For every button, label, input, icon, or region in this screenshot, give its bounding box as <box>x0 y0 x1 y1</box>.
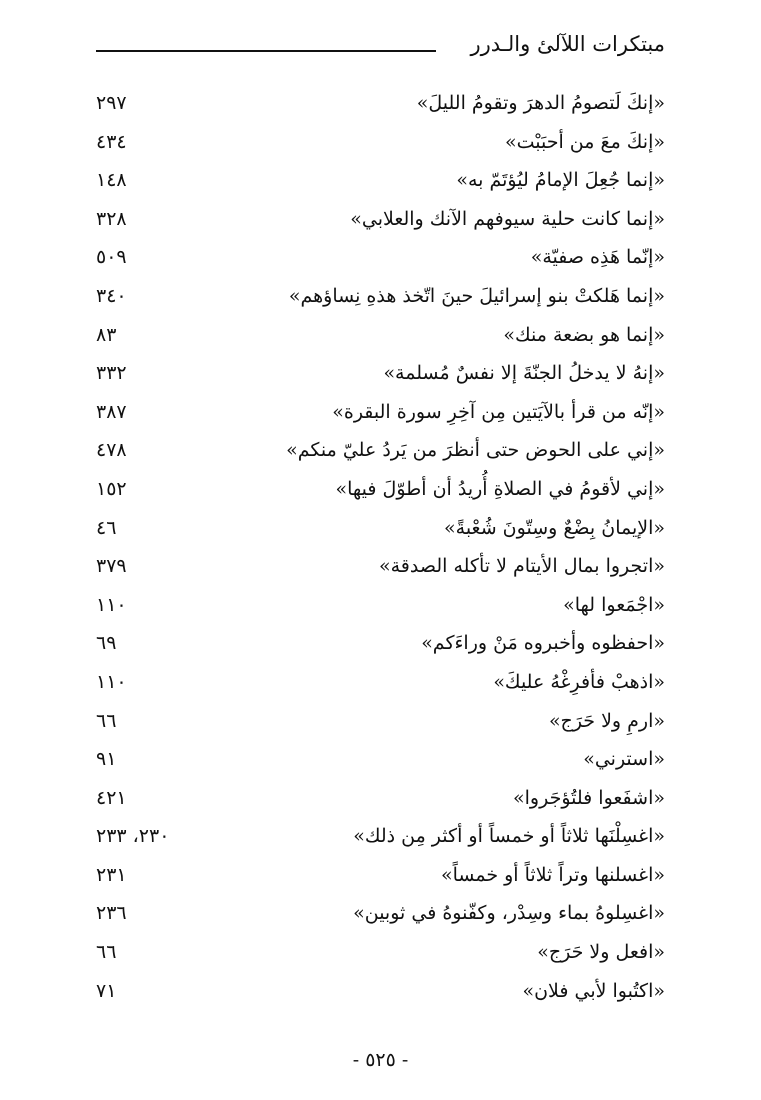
page-reference: ٣٤٠ <box>96 284 127 307</box>
page-reference: ٤٣٤ <box>96 130 127 153</box>
hadith-text: «افعل ولا حَرَج» <box>537 941 665 964</box>
index-entry <box>96 742 665 781</box>
index-entry <box>96 781 665 820</box>
hadith-text: «اشفَعوا فلتُؤجَروا» <box>513 786 665 809</box>
hadith-text: «إني على الحوض حتى أنظرَ من يَردُ عليّ منكم» <box>286 439 665 462</box>
index-entry <box>96 511 665 550</box>
page-reference: ٨٣ <box>96 323 117 346</box>
index-entry <box>96 665 665 704</box>
index-entry <box>96 858 665 897</box>
hadith-text: «احفظوه وأخبروه مَنْ وراءَكم» <box>421 632 665 655</box>
index-entry <box>96 279 665 318</box>
hadith-text: «اغسِلوهُ بماء وسِدْر، وكفّنوهُ في ثوبين» <box>353 902 665 925</box>
page-reference: ١٤٨ <box>96 169 127 192</box>
header-rule <box>96 50 436 52</box>
page-reference: ٣٢٨ <box>96 207 127 230</box>
page-reference: ٦٦ <box>96 709 117 732</box>
hadith-text: «اكتُبوا لأبي فلان» <box>522 979 665 1002</box>
page-reference: ٣٨٧ <box>96 400 127 423</box>
hadith-text: «استرني» <box>583 748 665 771</box>
hadith-text: «اتجروا بمال الأيتام لا تأكله الصدقة» <box>379 555 665 578</box>
hadith-index-list <box>96 86 665 1012</box>
index-entry <box>96 935 665 974</box>
hadith-text: «الإيمانُ بِضْعٌ وسِتّونَ شُعْبةً» <box>444 516 665 539</box>
hadith-text: «ارمِ ولا حَرَج» <box>548 709 665 732</box>
page-reference: ٣٧٩ <box>96 555 127 578</box>
hadith-text: «إنكَ لَتصومُ الدهرَ وتقومُ الليلَ» <box>416 92 665 114</box>
hadith-text: «اغسِلْنَها ثلاثاً أو خمساً أو أكثر مِن ذلك» <box>353 825 665 848</box>
page-number: - ٥٢٥ - <box>352 1049 409 1071</box>
hadith-text: «إنما هَلكتْ بنو إسرائيلَ حينَ اتّخذ هذهِ نِساؤهم» <box>288 284 665 307</box>
hadith-text: «إنما جُعِلَ الإمامُ ليُؤتَمّ به» <box>456 169 665 192</box>
page-reference: ٤٧٨ <box>96 439 127 462</box>
index-entry <box>96 202 665 241</box>
hadith-text: «إنهُ لا يدخلُ الجنّةَ إلا نفسٌ مُسلمة» <box>383 362 665 385</box>
index-entry <box>96 318 665 357</box>
page-reference: ٥٠٩ <box>96 246 127 269</box>
index-entry <box>96 896 665 935</box>
hadith-text: «إنما هو بضعة منك» <box>503 323 665 346</box>
hadith-text: «اغسلنها وتراً ثلاثاً أو خمساً» <box>441 863 665 886</box>
page-reference: ١٥٢ <box>96 477 127 500</box>
page-reference: ٢٣٦ <box>96 902 127 925</box>
index-entry <box>96 125 665 164</box>
page-reference: ٢٣١ <box>96 863 127 886</box>
index-entry <box>96 588 665 627</box>
index-entry <box>96 86 665 125</box>
page-reference: ١١٠ <box>96 593 127 616</box>
index-entry <box>96 433 665 472</box>
hadith-text: «إنما كانت حلية سيوفهم الآنك والعلابي» <box>350 207 665 230</box>
page-reference: ٣٣٢ <box>96 362 127 385</box>
hadith-text: «إنكَ معَ من أحبَبْت» <box>504 130 665 153</box>
index-entry <box>96 356 665 395</box>
index-entry <box>96 240 665 279</box>
page-reference: ٩١ <box>96 748 117 771</box>
index-entry <box>96 819 665 858</box>
page-reference: ٦٩ <box>96 632 117 655</box>
page-reference: ٧١ <box>96 979 117 1002</box>
hadith-text: «إني لأقومُ في الصلاةِ أُريدُ أن أطوّلَ فيها» <box>335 477 665 500</box>
index-entry <box>96 549 665 588</box>
index-entry <box>96 395 665 434</box>
index-entry <box>96 704 665 743</box>
index-entry <box>96 163 665 202</box>
page-reference: ٤٦ <box>96 516 117 539</box>
page-reference: ١١٠ <box>96 670 127 693</box>
index-entry <box>96 626 665 665</box>
hadith-text: «إنّما هَذِه صفيّة» <box>530 246 665 269</box>
page-reference: ٢٩٧ <box>96 92 127 114</box>
book-title: مبتكرات اللآلئ والـدرر <box>470 32 665 56</box>
index-entry <box>96 974 665 1013</box>
hadith-text: «إنّه من قرأ بالآيَتين مِن آخِرِ سورة البقرة» <box>332 400 665 423</box>
page-reference: ٦٦ <box>96 941 117 964</box>
hadith-text: «اذهبْ فأفرِغْهُ عليكَ» <box>493 670 665 693</box>
index-entry <box>96 472 665 511</box>
page-reference: ٢٣٠، ٢٣٣ <box>96 825 170 848</box>
page-reference: ٤٢١ <box>96 786 127 809</box>
hadith-text: «اجْمَعوا لها» <box>563 593 665 616</box>
running-header <box>96 30 665 70</box>
